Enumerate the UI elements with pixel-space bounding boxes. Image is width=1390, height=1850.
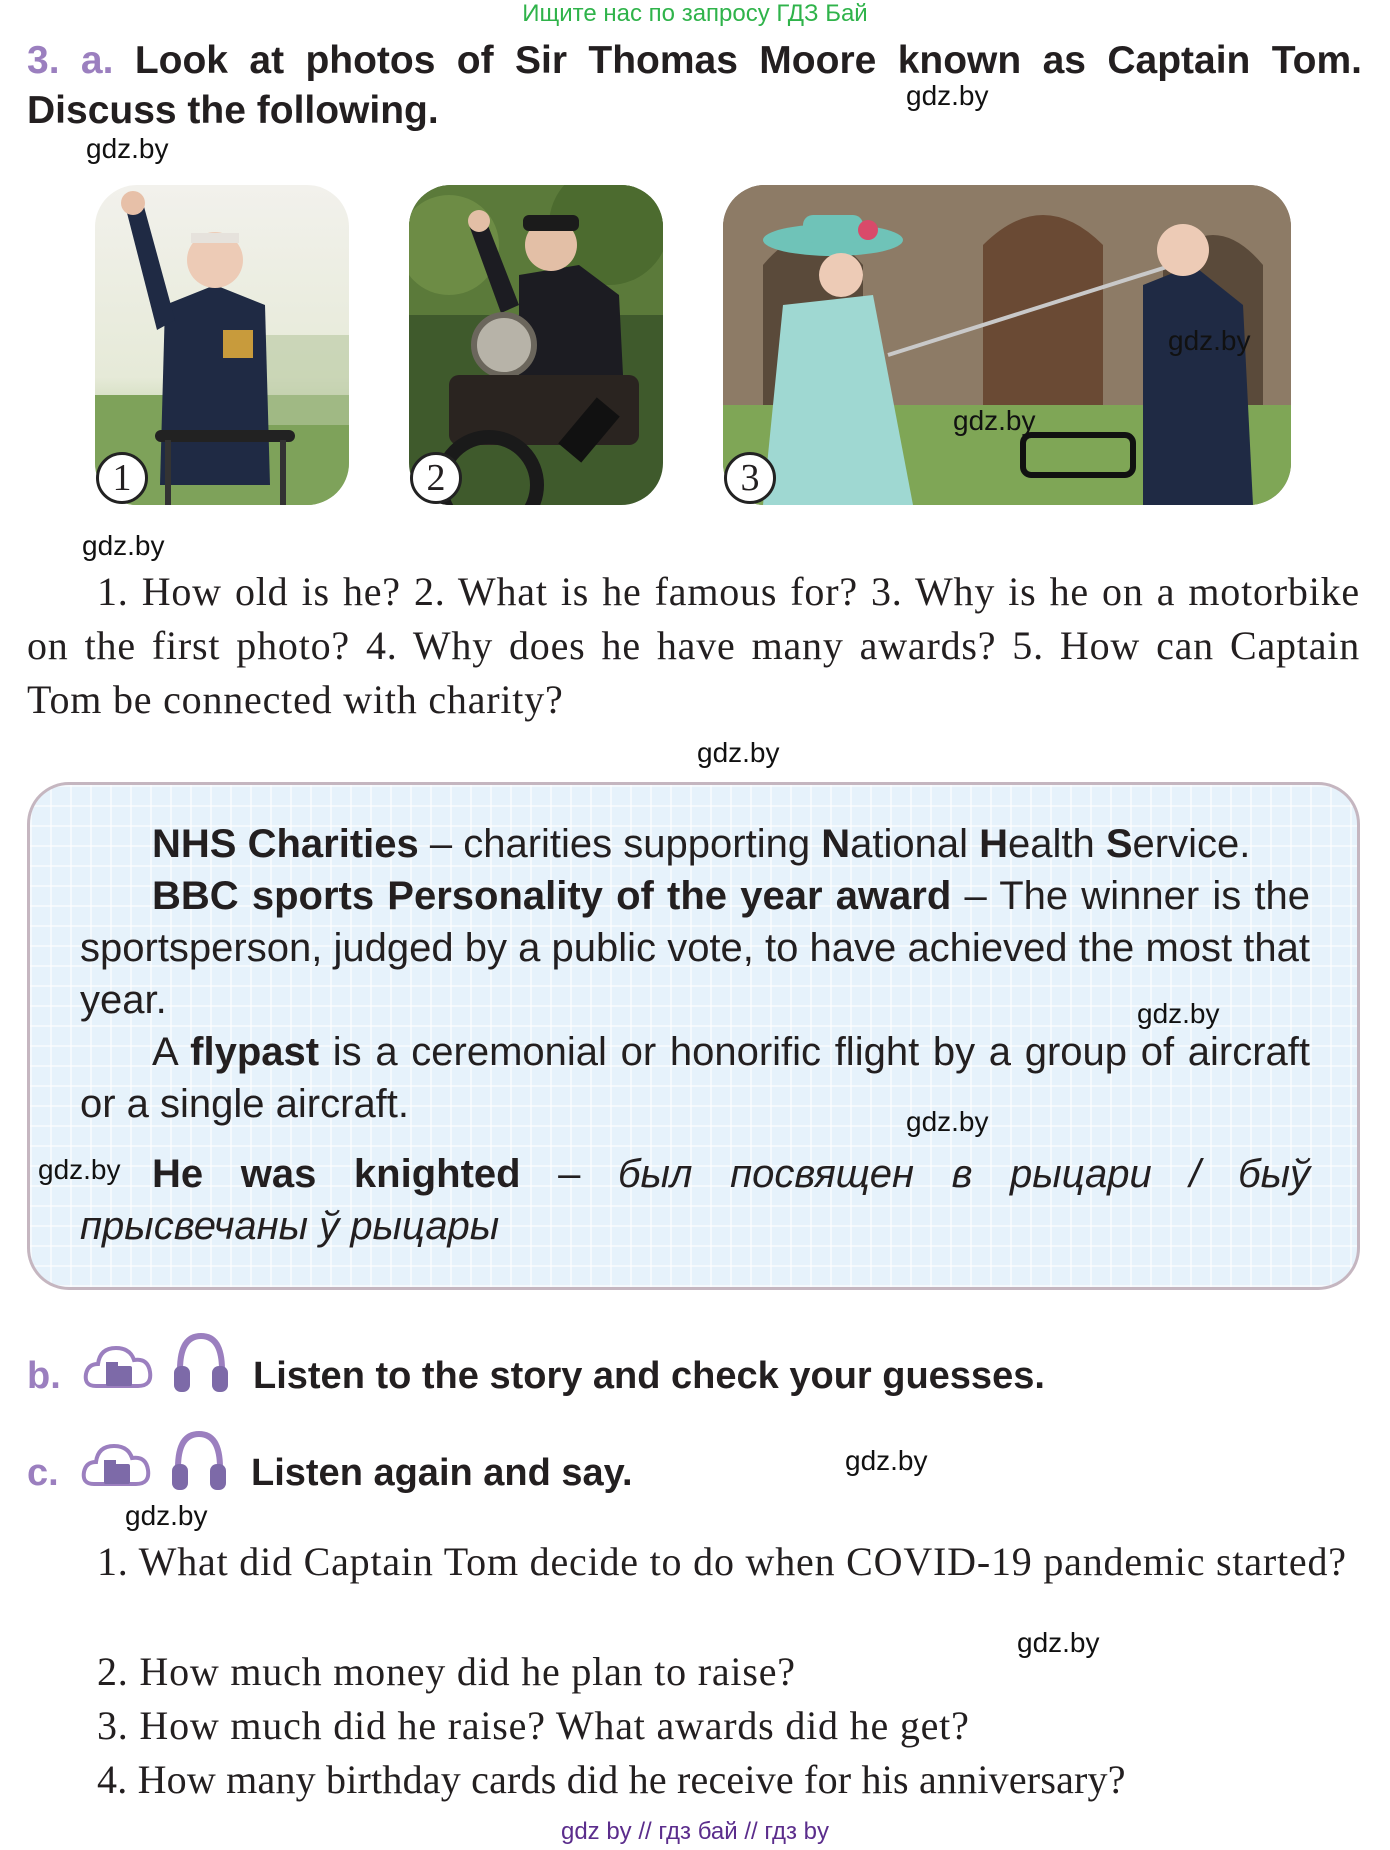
headphones-icon[interactable] — [170, 1428, 228, 1499]
question-c-3: 3. How much did he raise? What awards did he get? — [97, 1703, 970, 1748]
glossary-definition: – The winner is the sportsperson, judged by a public vote, to have achieved the most that year. — [80, 874, 1310, 1022]
part-c-instruction: Listen again and say. — [251, 1452, 633, 1494]
question-c-4: 4. How many birthday cards did he receive for his anniversary? — [97, 1757, 1126, 1802]
glossary-term: NHS Charities — [152, 822, 419, 866]
watermark: gdz.by — [86, 133, 169, 164]
question-c-1: 1. What did Captain Tom decide to do when COVID-19 pandemic started? — [97, 1539, 1347, 1584]
part-b-letter: b. — [27, 1355, 61, 1397]
watermark: gdz.by — [1137, 998, 1220, 1029]
cloud-folder-icon[interactable] — [82, 1338, 154, 1399]
footer-links[interactable]: gdz by // гдз бай // гдз by — [560, 1818, 830, 1845]
glossary-initial: N — [821, 822, 851, 866]
glossary-nhs — [80, 818, 1310, 870]
glossary-definition: ealth — [1007, 822, 1106, 866]
search-banner[interactable]: Ищите нас по запросу ГДЗ Бай — [522, 0, 868, 27]
watermark: gdz.by — [125, 1500, 208, 1531]
glossary-dash: – — [520, 1152, 618, 1196]
part-b-instruction: Listen to the story and check your guesses. — [253, 1355, 1045, 1397]
task-title — [27, 36, 1362, 136]
task-title-text: Look at photos of Sir Thomas Moore known as Captain Tom. Discuss the following. — [27, 39, 1362, 132]
glossary-bbc — [80, 870, 1310, 1026]
watermark: gdz.by — [38, 1154, 121, 1185]
watermark: gdz.by — [1017, 1627, 1100, 1658]
watermark: gdz.by — [906, 1106, 989, 1137]
glossary-article: A — [152, 1030, 191, 1074]
glossary-definition: ational — [850, 822, 980, 866]
watermark: gdz.by — [82, 530, 165, 561]
watermark: gdz.by — [1168, 325, 1251, 356]
watermark: gdz.by — [845, 1445, 928, 1476]
glossary-knighted — [80, 1148, 1310, 1252]
task-letter: a. — [80, 39, 114, 82]
glossary-translation: был посвящен в рыцари / быў прысвечаны ў рыцары — [80, 1152, 1311, 1248]
part-c-letter: c. — [27, 1452, 59, 1494]
glossary-term: He was knighted — [152, 1152, 521, 1196]
photo-badge-3: 3 — [724, 452, 776, 504]
glossary-definition: ervice. — [1132, 822, 1251, 866]
cloud-folder-icon[interactable] — [80, 1436, 152, 1497]
glossary-term: flypast — [190, 1030, 320, 1074]
photo-badge-2: 2 — [410, 452, 462, 504]
watermark: gdz.by — [953, 405, 1036, 436]
glossary-term: BBC sports Personality of the year award — [152, 874, 952, 918]
glossary-initial: S — [1105, 822, 1133, 866]
task-number: 3. — [27, 39, 60, 82]
headphones-icon[interactable] — [172, 1330, 230, 1401]
question-c-2: 2. How much money did he plan to raise? — [97, 1649, 796, 1694]
watermark: gdz.by — [906, 80, 989, 111]
discussion-questions: 1. How old is he? 2. What is he famous for? 3. Why is he on a motorbike on the first photo? 4. Why does he have many awards? 5. How can Captain Tom be connected with charity? — [27, 569, 1360, 722]
watermark: gdz.by — [697, 737, 780, 768]
glossary-definition: is a ceremonial or honorific flight by a group of aircraft or a single aircraft. — [80, 1030, 1310, 1126]
photo-badge-1: 1 — [96, 452, 148, 504]
glossary-flypast — [80, 1026, 1310, 1130]
glossary-initial: H — [979, 822, 1008, 866]
glossary-definition: – charities supporting — [418, 822, 822, 866]
